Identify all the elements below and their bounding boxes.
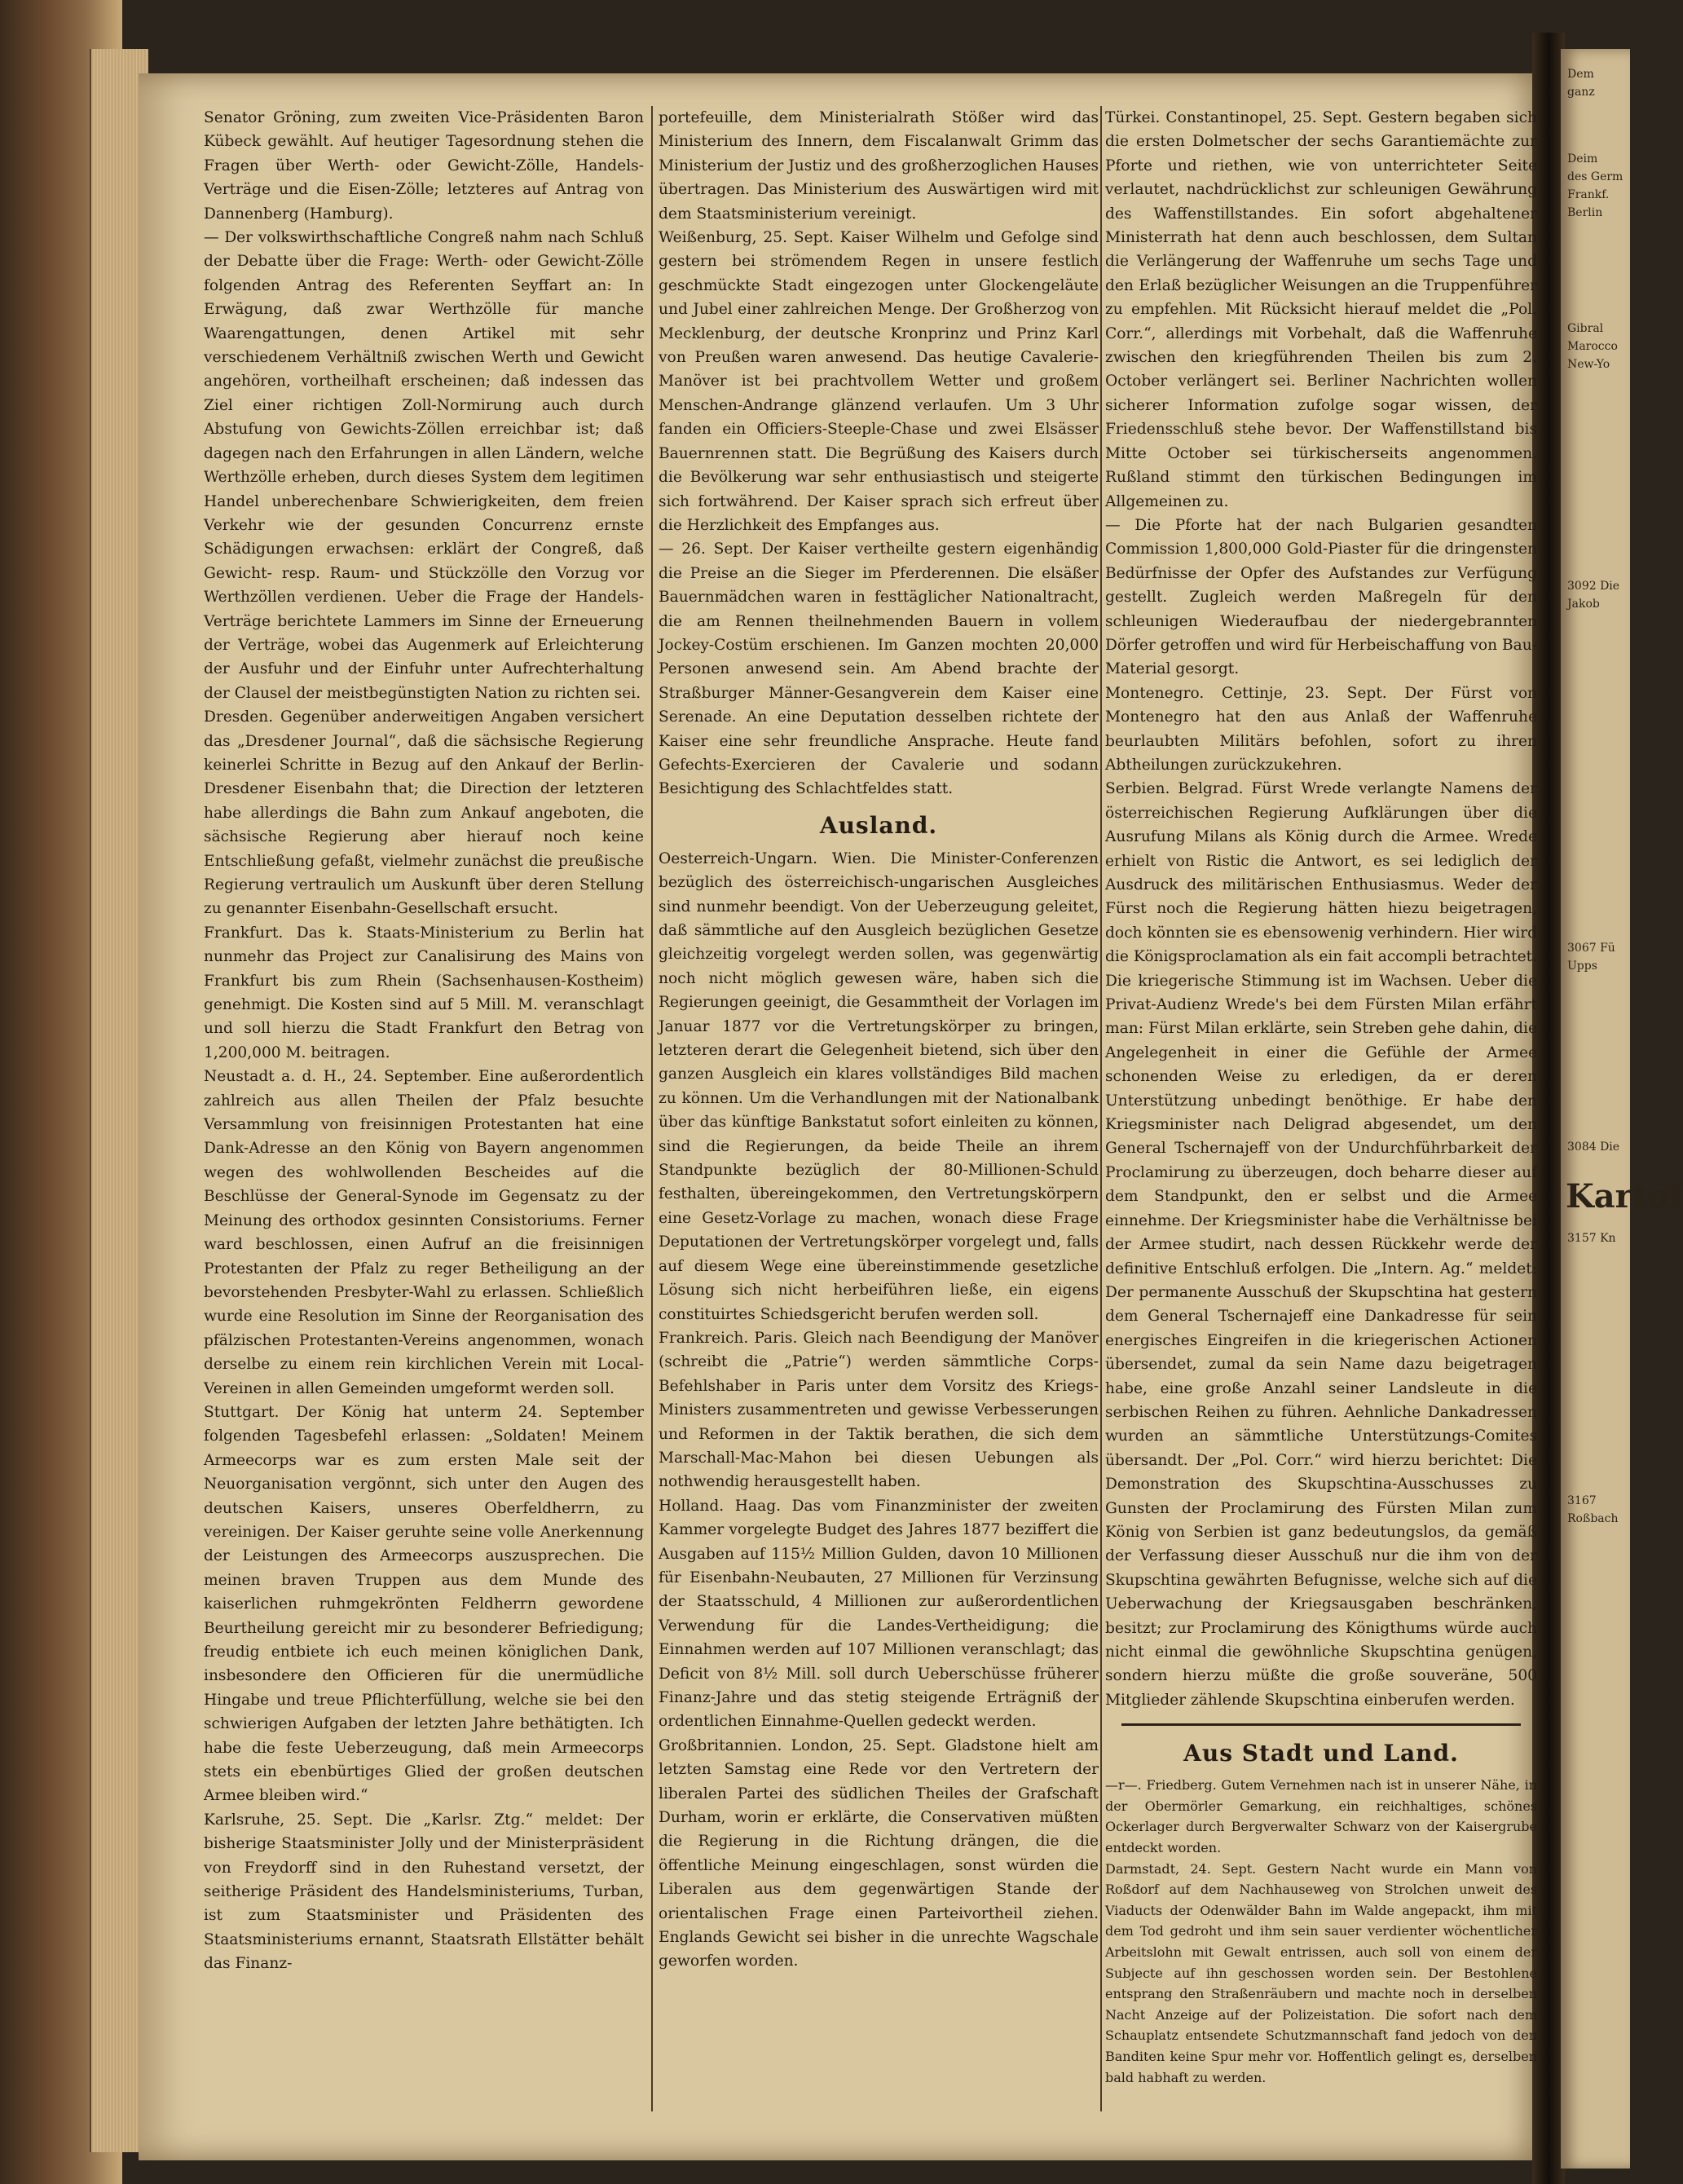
article-paragraph: Großbritannien. London, 25. Sept. Gladstone hielt am letzten Samstag eine Rede vor den Vertretern der liberalen Partei des südlichen Theiles der Grafschaft Durham, worin er erklärte, die Conservativen müßten die Regierung in die Richtung drängen, die die öffentliche Meinung eingeschlagen, sonst würden die Liberalen aus dem gegenwärtigen Stande der orientalischen Frage einen Parteivortheil ziehen. Englands Gewicht sei bisher in die unrechte Wagschale geworfen worden. bbox=[659, 1736, 1099, 1970]
fragment: Jakob bbox=[1567, 598, 1600, 611]
article-paragraph: —r—. Friedberg. Gutem Vernehmen nach ist in unserer Nähe, in der Obermörler Gemarkung, ein reichhaltiges, schönes Ockerlager durch Bergverwalter Schwarz von der Kaisergrube entdeckt worden. bbox=[1105, 1777, 1537, 1855]
fragment: Berlin bbox=[1567, 206, 1603, 219]
fragment: Roßbach bbox=[1567, 1512, 1619, 1525]
section-divider bbox=[1121, 1723, 1521, 1726]
column-rule bbox=[1100, 106, 1102, 2111]
article-paragraph: Holland. Haag. Das vom Finanzminister der zweiten Kammer vorgelegte Budget des Jahres 1877 beziffert die Ausgaben auf 115½ Million Gulden, davon 10 Millionen für Eisenbahn-Neubauten, 27 Millionen für Verzinsung der Staatsschuld, 4 Millionen zur außerordentlichen Verwendung für die Landes-Vertheidigung; die Einnahmen werden auf 107 Millionen veranschlagt; das Deficit von 8½ Mill. soll durch Ueberschüsse früherer Finanz-Jahre und das stetig steigende Erträgniß der ordentlichen Einnahme-Quellen gedeckt werden. bbox=[659, 1497, 1099, 1731]
fragment: 3084 Die bbox=[1567, 1141, 1620, 1154]
article-paragraph: Neustadt a. d. H., 24. September. Eine außerordentlich zahlreich aus allen Theilen der Pfalz besuchte Versammlung von freisinnigen Protestanten hat eine Dank-Adresse an den König von Bayern angenommen wegen des wohlwollenden Bescheides auf die Beschlüsse der General-Synode im Gegensatz zu der Meinung des orthodox gesinnten Consistoriums. Ferner ward beschlossen, einen Aufruf an die freisinnigen Protestanten der Pfalz zu reger Betheiligung an der bevorstehenden Presbyter-Wahl zu erlassen. Schließlich wurde eine Resolution im Sinne der Reorganisation des pfälzischen Protestanten-Vereins angenommen, wonach derselbe zu einem rein kirchlichen Verein mit Local-Vereinen in allen Gemeinden umgeformt werden soll. bbox=[204, 1068, 644, 1397]
article-paragraph: — Die Pforte hat der nach Bulgarien gesandten Commission 1,800,000 Gold-Piaster für die dringensten Bedürfnisse der Opfer des Aufstandes zur Verfügung gestellt. Zugleich werden Maßregeln für den schleunigen Wiederaufbau der niedergebrannten Dörfer getroffen und wird für Herbeischaffung von Bau-Material gesorgt. bbox=[1105, 516, 1537, 678]
fragment: des Germ bbox=[1567, 170, 1624, 183]
fragment: New-Yo bbox=[1567, 358, 1610, 371]
fragment: ganz bbox=[1567, 86, 1595, 99]
article-paragraph: Oesterreich-Ungarn. Wien. Die Minister-Conferenzen bezüglich des österreichisch-ungarischen Ausgleiches sind nunmehr beendigt. Von der Ueberzeugung geleitet, daß sämmtliche auf den Ausgleich bezüglichen Gesetze gleichzeitig vorgelegt werden sollen, was gegenwärtig noch nicht möglich gewesen wäre, haben sich die Regierungen geeinigt, die Gesammtheit der Vorlagen im Januar 1877 vor die Vertretungskörper zu bringen, letzteren derart die Gelegenheit bietend, sich über den ganzen Ausgleich ein klares vollständiges Bild machen zu können. Um die Verhandlungen mit der Nationalbank über das künftige Bankstatut sofort einleiten zu können, sind die Regierungen, da beide Theile an ihrem Standpunkte bezüglich der 80-Millionen-Schuld festhalten, übereingekommen, den Vertretungskörpern eine Gesetz-Vorlage zu machen, wonach diese Frage Deputationen der Vertretungskörper vorgelegt und, falls auf diesem Wege eine übereinstimmende gesetzliche Lösung sich nicht herbeiführen ließe, ein eigens constituirtes Schiedsgericht berufen werden soll. bbox=[659, 849, 1099, 1323]
column-1 bbox=[204, 106, 644, 2111]
fragment: 3167 bbox=[1567, 1494, 1597, 1507]
text-columns bbox=[204, 106, 1540, 2111]
article-paragraph: portefeuille, dem Ministerialrath Stößer wird das Ministerium des Innern, dem Fiscalanwalt Grimm das Ministerium der Justiz und des großherzoglichen Hauses übertragen. Das Ministerium des Auswärtigen wird mit dem Staatsministerium vereinigt. bbox=[659, 109, 1099, 223]
fragment: Dem bbox=[1567, 68, 1594, 81]
adjacent-page-fragment bbox=[1561, 49, 1683, 2169]
fragment: 3092 Die bbox=[1567, 580, 1620, 593]
article-paragraph: — Der volkswirthschaftliche Congreß nahm nach Schluß der Debatte über die Frage: Werth- oder Gewicht-Zölle folgenden Antrag des Referenten Seyffart an: In Erwägung, daß zwar Werthzölle für manche Waarengattungen, denen Artikel mit sehr verschiedenem Verhältniß zwischen Werth und Gewicht angehören, vortheilhaft erscheinen; daß indessen das Ziel einer richtigen Zoll-Normirung auch durch Abstufung von Gewichts-Zöllen erreichbar ist; daß dagegen nach den Erfahrungen in allen Ländern, welche Werthzölle erheben, durch dieses System dem legitimen Handel unberechenbare Schwierigkeiten, dem freien Verkehr wie der gesunden Concurrenz ernste Schädigungen erwachsen: erklärt der Congreß, daß Gewicht- resp. Raum- und Stückzölle den Vorzug vor Werthzöllen verdienen. Ueber die Frage der Handels-Verträge berichtete Lammers im Sinne der Erneuerung der Verträge, wobei das Augenmerk auf Erleichterung der Ausfuhr und der Einfuhr unter Aufrechterhaltung der Clausel der meistbegünstigten Nation zu richten sei. bbox=[204, 229, 644, 702]
fragment: Upps bbox=[1567, 960, 1597, 973]
fragment: Frankf. bbox=[1567, 188, 1610, 201]
article-paragraph: Dresden. Gegenüber anderweitigen Angaben versichert das „Dresdener Journal“, daß die sächsische Regierung keinerlei Schritte in Bezug auf den Ankauf der Berlin-Dresdener Eisenbahn that; die Direction der letzteren habe allerdings die Bahn zum Ankauf angeboten, die sächsische Regierung aber hierauf noch keine Entschließung gefaßt, vielmehr zunächst die preußische Regierung vertraulich um Auskunft über deren Stellung zu genannter Eisenbahn-Gesellschaft ersucht. bbox=[204, 708, 644, 918]
article-paragraph: Stuttgart. Der König hat unterm 24. September folgenden Tagesbefehl erlassen: „Soldaten! Meinem Armeecorps war es zum ersten Male seit der Neuorganisation vergönnt, sich unter den Augen des deutschen Kaisers, unseres Oberfeldherrn, zu vereinigen. Der Kaiser geruhte seine volle Anerkennung der Leistungen des Armeecorps auszusprechen. Die meinen braven Truppen aus dem Munde des kaiserlichen ruhmgekrönten Feldherrn gewordene Beurtheilung gereicht mir zu besonderer Befriedigung; freudig entbiete ich euch meinen königlichen Dank, insbesondere den Officieren für die unermüdliche Hingabe und treue Pflichterfüllung, welche sie bei den schwierigen Aufgaben der letzten Jahre bethätigten. Ich habe die feste Ueberzeugung, daß mein Armeecorps stets ein ebenbürtiges Glied der großen deutschen Armee bleiben wird.“ bbox=[204, 1403, 644, 1805]
fragment: Gibral bbox=[1567, 322, 1604, 335]
fragment: 3157 Kn bbox=[1567, 1232, 1616, 1245]
article-paragraph: Frankreich. Paris. Gleich nach Beendigung der Manöver (schreibt die „Patrie“) werden sämmtliche Corps-Befehlshaber in Paris unter dem Vorsitz des Kriegs-Ministers zusammentreten und gewisse Verbesserungen und Reformen in der Taktik berathen, die sich dem Marschall-Mac-Mahon bei diesen Uebungen als nothwendig herausgestellt haben. bbox=[659, 1329, 1099, 1491]
article-paragraph: Frankfurt. Das k. Staats-Ministerium zu Berlin hat nunmehr das Project zur Canalisirung des Mains von Frankfurt bis zum Rhein (Sachsenhausen-Kostheim) genehmigt. Die Kosten sind auf 5 Mill. M. veranschlagt und soll hierzu die Stadt Frankfurt den Betrag von 1,200,000 M. beitragen. bbox=[204, 924, 644, 1061]
article-paragraph: Senator Gröning, zum zweiten Vice-Präsidenten Baron Kübeck gewählt. Auf heutiger Tagesordnung stehen die Fragen über Werth- oder Gewicht-Zölle, Handels-Verträge und die Eisen-Zölle; letzteres auf Antrag von Dannenberg (Hamburg). bbox=[204, 109, 644, 223]
article-paragraph: Serbien. Belgrad. Fürst Wrede verlangte Namens der österreichischen Regierung Aufklärungen über die Ausrufung Milans als König durch die Armee. Wrede erhielt von Ristic die Antwort, es sei lediglich der Ausdruck des militärischen Enthusiasmus. Weder der Fürst noch die Regierung hätten hiezu beigetragen, doch könnten sie es ebensowenig verhindern. Hier wird die Königsproclamation als ein fait accompli betrachtet. Die kriegerische Stimmung ist im Wachsen. Ueber die Privat-Audienz Wrede's bei dem Fürsten Milan erfährt man: Fürst Milan erklärte, sein Streben gehe dahin, die Angelegenheit in einer die Gefühle der Armee schonenden Weise zu erledigen, da er deren Unterstützung unbedingt benöthige. Er habe den Kriegsminister nach Deligrad abgesendet, um den General Tschernajeff von der Undurchführbarkeit der Proclamirung zu überzeugen, doch beharre dieser auf dem Standpunkt, den er selbst und die Armee einnehme. Der Kriegsminister habe die Verhältnisse bei der Armee studirt, nach dessen Rückkehr werde der definitive Entschluß erfolgen. Die „Intern. Ag.“ meldet: Der permanente Ausschuß der Skupschtina hat gestern dem General Tschernajeff eine Dankadresse für sein energisches Eingreifen in die kriegerischen Actionen übersendet, zumal da sein Name dazu beigetragen habe, eine große Anzahl seiner Landsleute in die serbischen Reihen zu führen. Aehnliche Dankadressen wurden an sämmtliche Unterstützungs-Comites übersandt. Der „Pol. Corr.“ wird hierzu berichtet: Die Demonstration des Skupschtina-Ausschusses zu Gunsten der Proclamirung des Fürsten Milan zum König von Serbien ist ganz bedeutungslos, da gemäß der Verfassung dieser Ausschuß nur die ihm von der Skupschtina gewährten Befugnisse, welche sich auf die Ueberwachung der Kriegsausgaben beschränken, besitzt; zur Proclamirung des Königthums würde auch nicht einmal die gewöhnliche Skupschtina genügen, sondern hierzu müßte die große souveräne, 500 Mitglieder zählende Skupschtina einberufen werden. bbox=[1105, 780, 1537, 1709]
article-paragraph: Türkei. Constantinopel, 25. Sept. Gestern begaben sich die ersten Dolmetscher der sechs Garantiemächte zur Pforte und riethen, wie von unterrichteter Seite verlautet, nachdrücklichst zur schleunigen Gewährung des Waffenstillstandes. Ein sofort abgehaltener Ministerrath hat denn auch beschlossen, dem Sultan die Verlängerung der Waffenruhe um sechs Tage und den Erlaß bezüglicher Weisungen an die Truppenführer zu empfehlen. Mit Rücksicht hierauf meldet die „Pol. Corr.“, allerdings mit Vorbehalt, daß die Waffenruhe zwischen den kriegführenden Theilen bis zum 2. October verlängert sei. Berliner Nachrichten wollen sicherer Information zufolge sogar wissen, der Friedensschluß stehe bevor. Der Waffenstillstand bis Mitte October sei türkischerseits angenommen. Rußland stimmt den türkischen Bedingungen im Allgemeinen zu. bbox=[1105, 109, 1537, 510]
article-paragraph: Karlsruhe, 25. Sept. Die „Karlsr. Ztg.“ meldet: Der bisherige Staatsminister Jolly und der Ministerpräsident von Freydorff sind in den Ruhestand versetzt, der seitherige Präsident des Handelsministeriums, Turban, ist zum Staatsminister und Präsidenten des Staatsministeriums ernannt, Staatsrath Ellstätter behält das Finanz- bbox=[204, 1811, 644, 1973]
article-paragraph: Darmstadt, 24. Sept. Gestern Nacht wurde ein Mann von Roßdorf auf dem Nachhauseweg von Strolchen unweit des Viaducts der Odenwälder Bahn im Walde angepackt, ihm mit dem Tod gedroht und ihm sein sauer verdienter wöchentlicher Arbeitslohn mit Gewalt entrissen, auch soll von einem der Subjecte auf ihn geschossen worden sein. Der Bestohlene entsprang den Straßenräubern und machte noch in derselben Nacht Anzeige auf der Polizeistation. Die sofort nach dem Schauplatz entsendete Schutzmannschaft fand jedoch von den Banditen keine Spur mehr vor. Hoffentlich gelingt es, derselben bald habhaft zu werden. bbox=[1105, 1860, 1537, 2085]
fragment: Marocco bbox=[1567, 340, 1618, 353]
column-2 bbox=[659, 106, 1099, 2111]
article-paragraph: Montenegro. Cettinje, 23. Sept. Der Fürst von Montenegro hat den aus Anlaß der Waffenruhe beurlaubten Militärs befohlen, sofort zu ihren Abtheilungen zurückzukehren. bbox=[1105, 684, 1537, 774]
section-heading-stadt-und-land: Aus Stadt und Land. bbox=[1183, 1740, 1459, 1767]
section-heading-ausland: Ausland. bbox=[819, 811, 938, 839]
column-rule bbox=[651, 106, 653, 2111]
fragment: Deim bbox=[1567, 152, 1598, 165]
fragment-heading: Kartof bbox=[1566, 1177, 1683, 1216]
article-paragraph: Weißenburg, 25. Sept. Kaiser Wilhelm und Gefolge sind gestern bei strömendem Regen in unsere festlich geschmückte Stadt eingezogen unter Glockengeläute und Jubel einer zahlreichen Menge. Der Großherzog von Mecklenburg, der deutsche Kronprinz und Prinz Karl von Preußen waren anwesend. Das heutige Cavalerie-Manöver ist bei prachtvollem Wetter und großem Menschen-Andrange glänzend verlaufen. Um 3 Uhr fanden ein Officiers-Steeple-Chase und zwei Elsässer Bauernrennen statt. Die Begrüßung des Kaisers durch die Bevölkerung war sehr enthusiastisch und steigerte sich fortwährend. Der Kaiser sprach sich erfreut über die Herzlichkeit des Empfanges aus. bbox=[659, 229, 1099, 534]
column-3 bbox=[1105, 106, 1537, 2111]
article-paragraph: — 26. Sept. Der Kaiser vertheilte gestern eigenhändig die Preise an die Sieger im Pferderennen. Die elsäßer Bauernmädchen waren in festtäglicher Nationaltracht, die am Rennen theilnehmenden Bauern in vollem Jockey-Costüm erschienen. Im Ganzen mochten 20,000 Personen anwesend sein. Am Abend brachte der Straßburger Männer-Gesangverein dem Kaiser eine Serenade. An eine Deputation desselben richtete der Kaiser eine sehr freundliche Ansprache. Heute fand Gefechts-Exercieren der Cavalerie und sodann Besichtigung des Schlachtfeldes statt. bbox=[659, 540, 1099, 798]
fragment: 3067 Fü bbox=[1567, 942, 1615, 955]
